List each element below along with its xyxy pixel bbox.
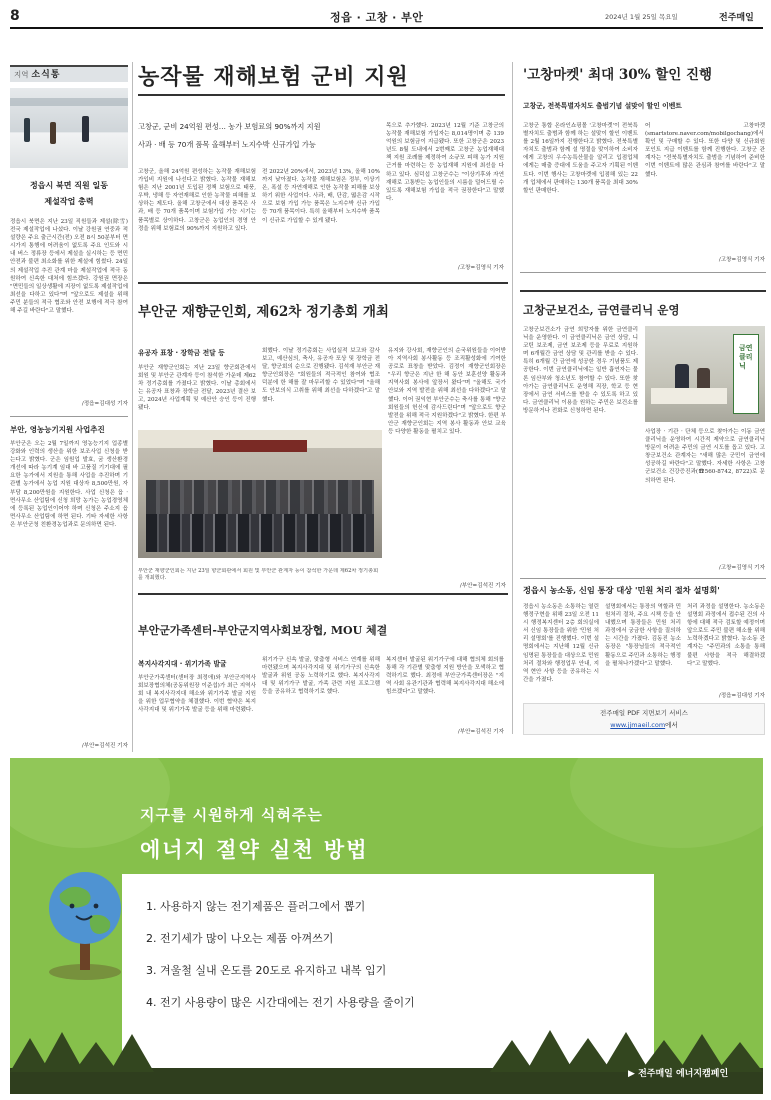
article6-top-rule [520, 290, 766, 292]
pdf-service-box [523, 703, 765, 735]
article1-headline: 농작물 재해보험 군비 지원 [138, 65, 409, 90]
article1-subhead-2: 사과 · 배 등 70개 품목 올해부터 노지수박 신규가입 가능 [138, 140, 316, 149]
article3-headline: 부안군 재향군인회, 제62차 정기총회 개최 [138, 304, 389, 320]
sidebar-label [10, 65, 128, 82]
paper-name: 전주매일 [719, 13, 754, 23]
article7-col3: 처리 과정을 설명한다. 농소동은 설명회 과정에서 접수된 건의 사항에 대해 적극 검토할 예정이며 앞으로도 주민 불편 해소를 위해 노력하겠다고 밝혔다. 농소동 관계자는 "주민과의 소통을 통해 불편 사항을 적극 해결하겠다"고 말했다. [687, 604, 765, 667]
pdf-service-suffix: 에서 [665, 721, 678, 729]
pdf-service-title: 전주매일 PDF 지면보기 서비스 [600, 709, 688, 717]
forest-illustration [10, 1028, 763, 1094]
ad-item-1: 1. 사용하지 않는 전기제품은 플러그에서 뽑기 [146, 900, 366, 913]
sidebar-story2-headline: 부안, 영농능기지원 사업추진 [10, 425, 105, 434]
section-title: 정읍 · 고창 · 부안 [330, 11, 424, 24]
article7-col2: 설명회에서는 통장의 역할과 민원처리 절차, 주요 시책 등을 안내했으며 통장들은 민원 처리 과정에서 궁금한 사항을 질의하는 시간을 가졌다. 김동진 농소동장은 "통장님들의 적극적인 활동으로 주민과 소통하는 행정을 펼쳐나가겠다"고 말했다. [605, 604, 681, 667]
article3-subhead: 유공자 표창 · 장학금 전달 등 [138, 349, 225, 357]
article5-col3: 복지센터 발굴된 위기가구에 대해 협의체 회의를 통해 각 기관별 맞춤형 지원 방안을 모색하고 협력하기로 했다. 최정애 부안군가족센터장은 "지역 사회 유관기관과 협력해 복지사각지대 해소에 힘쓰겠다"고 말했다. [386, 657, 504, 696]
sidebar-story1-headline-1: 정읍시 북면 직원 일동 [30, 180, 108, 190]
sidebar-label-news: 소식통 [31, 70, 61, 80]
ad-item-2: 2. 전기세가 많이 나오는 제품 아껴쓰기 [146, 932, 334, 945]
article5-subhead: 복지사각지대 · 위기가족 발굴 [138, 660, 227, 668]
article2-col1: 고창군 통합 온라인쇼핑몰 '고창마켓'이 전북특별자치도 출범과 함께 하는 설맞이 할인 이벤트를 2월 16일까지 진행한다고 밝혔다. 전북특별자치도 출범과 함께 설 명절을 맞이하여 소비자에게 고창의 우수농특산물을 알리고 입점업체에게는 매출 증대에 도움을 주고자 기획된 이벤트다. 이번 행사는 고창마켓에 입점해 있는 22개 업체에서 판매하는 130개 품목을 최대 30% 할인 판매한다. [523, 123, 638, 194]
article2-bottom-rule [520, 272, 766, 273]
group-photo [138, 430, 382, 558]
header-rule [10, 27, 763, 29]
article1-col2: 전 2022년 20%에서, 2023년 13%, 올해 10%까지 낮아졌다. 농작물 재해보험은 정부, 이상기온, 폭설 등 자연재해로 인한 농작물 피해를 보상하기 위한 사업이다. 사과, 배, 단감, 떫은감 시작으로 보험 가입 가능 품목은 노지수박 신규 가입 등 70개 품목이다. 특히 올해부터 노지수박 품목이 신규로 가입할 수 있게 됐다. [262, 169, 380, 224]
article7-headline: 정읍시 농소동, 신임 통장 대상 '민원 처리 절차 설명회' [523, 585, 720, 595]
pdf-service-url[interactable]: www.jjmaeil.com [610, 721, 666, 729]
article1-rule [138, 94, 505, 96]
article5-byline: /부안=김석진 기자 [457, 729, 504, 735]
ad-headline-1: 지구를 시원하게 식혀주는 [140, 806, 323, 824]
article5-headline: 부안군가족센터-부안군지역사회보장협, MOU 체결 [138, 624, 388, 637]
page-number: 8 [10, 8, 20, 24]
main-col-rule [512, 62, 513, 734]
sidebar-divider [10, 416, 128, 417]
article1-subhead-1: 고창군, 군비 24억원 편성… 농가 보험료의 90%까지 지원 [138, 122, 321, 131]
ad-footer-label: 전주매일 에너지캠페인 [638, 1069, 729, 1079]
clinic-sign-text: 금연클리닉 [739, 344, 753, 370]
earth-tree-illustration [30, 854, 140, 984]
article6-col2: 사업장 · 기관 · 단체 등으로 찾아가는 이동 금연클리닉을 운영하여 시간적 제약으로 금연클리닉 방문이 어려운 주민의 금연 시도를 돕고 있다. 고창군보건소 관계자는 "새해 많은 군민이 금연에 성공하길 바란다"고 말했다. 자세한 사항은 고창군보건소 건강증진과(☎560-8742, 8722)로 문의하면 된다. [645, 429, 765, 484]
article7-col1: 정읍시 농소동은 소통하는 열린 행정구현을 위해 23일 오전 11시 행정복지센터 2층 회의실에서 신임 통장들을 위한 '민원 처리 설명회'를 진행했다. 이번 설명회에서는 지난해 12월 신규 임명된 통장들을 대상으로 민원 처리 절차와 행정업무 안내, 지역 현안 사항 등을 공유하는 시간을 가졌다. [523, 604, 599, 683]
ad-footer-arrow-icon: ▶ [628, 1069, 639, 1079]
sidebar-story1-byline: /정읍=김대성 기자 [81, 401, 128, 407]
article4-col: 유지와 강사회, 재향군인의 순국위원들을 이어받아 지역사회 봉사활동 등 조직활성화에 기여한 공로로 표창을 받았다. 김정이 재향군인회장은 "우리 향군은 지난 한 해 동안 보훈선양 활동과 지역사회 봉사에 앞장서 왔다"며 "올해도 국가 안보와 지역 발전을 위해 최선을 다하겠다"고 말했다. 이어 권익현 부안군수는 축사를 통해 "향군 회원들의 헌신에 감사드린다"며 "앞으로도 향군 발전을 위해 적극 지원하겠다"고 밝혔다. 한편 부안군 재향군인회는 지역 봉사 활동과 안보 교육 등 다양한 활동을 펼치고 있다. [388, 348, 506, 435]
energy-campaign-ad [10, 758, 763, 1094]
article5-col2: 위기가구 신속 발굴, 맞춤형 서비스 연계를 위해 마련됐으며 복지사각지대 및 위기가구의 신속한 발굴과 위원 공동 노력하기로 했다. 복지사각지대 및 위기가구 발굴, 가족 관련 지원 프로그램 등을 공유하고 협력하기로 했다. [262, 657, 380, 696]
article2-col2: 어 고창마켓(smartstore.naver.com/mobilgochang)에서 확인 및 구매할 수 있다. 또한 다양 및 신규회원 포인트 지급 이벤트를 함께 진행한다. 고창군 관계자는 "전북특별자치도 출범을 기념하여 준비한 이번 이벤트에 많은 관심과 참여를 바란다"고 말했다. [645, 123, 765, 178]
article6-byline: /고창=김영식 기자 [718, 565, 765, 571]
article7-byline: /정읍=김대성 기자 [718, 693, 765, 699]
sidebar-story1-headline-2: 제설작업 총력 [44, 196, 94, 206]
clinic-photo [645, 326, 765, 422]
sidebar-rule [132, 62, 133, 752]
article3-col2: 회했다. 이날 정기총회는 사업실적 보고와 감사보고, 예산심의, 축사, 유공자 포상 및 장학금 전달, 향군회의 순으로 진행됐다. 김석재 부안군 재향군인회장은 "회원들의 적극적인 참여와 협조 덕분에 한 해를 잘 마무리할 수 있었다"며 "올해도 안보의식 고취를 위해 최선을 다하겠다"고 말했다. [262, 348, 380, 403]
ad-headline-2: 에너지 절약 실천 방법 [140, 838, 369, 862]
ad-item-4: 4. 전기 사용량이 많은 시간대에는 전기 사용량을 줄이기 [146, 996, 415, 1009]
article6-headline: 고창군보건소, 금연클리닉 운영 [523, 303, 680, 317]
article2-subhead: 고창군, 전북특별자치도 출범기념 설맞이 할인 이벤트 [523, 102, 682, 110]
article2-headline: '고창마켓' 최대 30% 할인 진행 [523, 67, 713, 83]
ad-footer-text [628, 1066, 758, 1079]
article5-col1: 부안군가족센터(센터장 최정애)와 부안군지역사회보장협의체(공동위원장 이준섭)가 최근 지역사회 내 복지사각지대 해소와 위기가족 발굴 지원을 위한 업무협약을 체결했다. 이번 협약은 복지사각지대 및 위기가족 발굴 등을 위해 마련됐다. [138, 675, 256, 714]
sidebar-story2-byline: /부안=김석진 기자 [81, 743, 128, 749]
snow-clearing-photo [10, 88, 128, 168]
article6-col: 고창군보건소가 금연 희망자를 위한 금연클리닉을 운영한다. 이 금연클리닉은 금연 상담, 니코틴 보조제, 금연 보조제 등을 무료로 지원하며 6개월간 금연 상담 및 관리를 받을 수 있다. 특히 6개월 간 금연에 성공한 경우 기념품도 제공한다. 이번 금연클리닉에는 일반 흡연자는 물론 임산부와 청소년도 참여할 수 있다. 또한 찾아가는 금연클리닉도 운영해 직장, 학교 등 현장에서 금연 서비스를 받을 수 있도록 하고 있다. 금연클리닉 이용을 원하는 주민은 보건소를 방문하거나 전화로 신청하면 된다. [523, 327, 638, 414]
article3-col1: 부안군 재향군인회는 지난 23일 향군회관에서 회원 및 부안군 관계자 등이 참석한 가운데 제62차 정기총회를 가졌다고 밝혔다. 이날 총회에서는 유공자 표창과 장학금 전달, 2023년 결산 보고, 2024년 사업계획 및 예산안 승인 등이 진행됐다. [138, 365, 256, 412]
article2-byline: /고창=김영식 기자 [718, 257, 765, 263]
article1-col3: 목으로 추가했다. 2023년 12월 기준 고창군의 농작물 재해보험 가입자는 8,014명이며 총 139억원의 보험금이 지급됐다. 또한 고창군은 2023년도 8월 도내에서 2번째로 고창군 농업재해대책 지원 조례를 제정하여 소규모 피해 농가 지원 근거를 마련하는 등 농업재해 지원에 최선을 다하고 있다. 심덕섭 고창군수는 "이상기후와 자연재해로 고통받는 농업인들의 시름을 덜어드릴 수 있도록 재해보험 가입을 적극 권장한다"고 말했다. [386, 123, 504, 202]
sidebar-story2-body: 부안군은 오는 2월 7일까지 영농능기지 업종별 강화와 인력의 생산을 위한 보조사업 신청을 받는다고 밝혔다. 군은 임원업 발효, 굼 생산환경 개선에 따라 농기계 임대 바 고품질 기기대에 필요한 농가에서 지원을 통해 사업을 추진하며 기관별 농가에서 농업 지원 대상자 8,500만원, 자부담 8,200만원을 지원한다. 사업 신청은 읍 · 면사무소 산업팀에 신청 희망 농가는 농업경영체에 등록된 농업인이어야 하며 신청은 주소지 읍면사무소 산업팀에 하면 된다. 기타 자세한 사항은 부안군청 친환경농업과로 문의하면 된다. [10, 441, 128, 528]
sidebar-story1-body: 정읍시 북면은 지난 23일 직원들과 제설(除雪) 전국 제설작업에 나섰다. 이날 강원권 연중과 적설량은 주요 출근시간(전) 오전 8시 50분부터 면 시가지 통행에 어려움이 없도록 주요 인도와 시내 버스 정류장 등에서 제설을 실시하는 등 면민 안전과 불편 최소화를 위한 제설에 힘썼다. 24일의 제설작업 추진 관계 마을 제설작업에 적극 동원하여 신속한 대처에 힘쓰겠다. 강원권 면장은 "면민들의 일상생활에 지장이 없도록 제설작업에 최선을 다하고 있다"며 "앞으로도 제설을 위해 주민 분들의 적극 협조와 안전 보행에 적극 참여해 주길 바란다"고 말했다. [10, 219, 128, 315]
article3-photo-caption: 부안군 재향군인회는 지난 23일 향군회관에서 회원 및 부안군 관계자 등이 참석한 가운데 제62차 정기총회를 개최했다. [138, 568, 379, 581]
article1-col1: 고창군, 올해 24억원 편성하는 농작물 재해보험 가입비 지원에 나선다고 밝혔다. 농작물 재해보험은 지난 2001년 도입된 정책 보험으로 태풍, 우박, 냉해 등 자연재해로 인한 농작물 피해를 보상하는 제도다. 올해 고창군에서 대상 품목은 사과, 배 등 70개 품목이며 보험가입 가능 시기는 품목별로 상이하다. 고창군은 농업인의 경영 안정을 위해 보험료의 90%까지 지원하고 있다. [138, 169, 256, 232]
article1-byline: /고창=김영식 기자 [457, 265, 504, 271]
article4-byline: /부안=김석진 기자 [459, 583, 506, 589]
sidebar-label-region: 지역 [14, 70, 29, 79]
article3-top-rule [138, 282, 508, 284]
article7-top-rule [520, 578, 766, 579]
ad-item-3: 3. 겨울철 실내 온도를 20도로 유지하고 내복 입기 [146, 964, 387, 977]
article5-top-rule [138, 593, 508, 595]
issue-date: 2024년 1월 25일 목요일 [605, 13, 678, 21]
